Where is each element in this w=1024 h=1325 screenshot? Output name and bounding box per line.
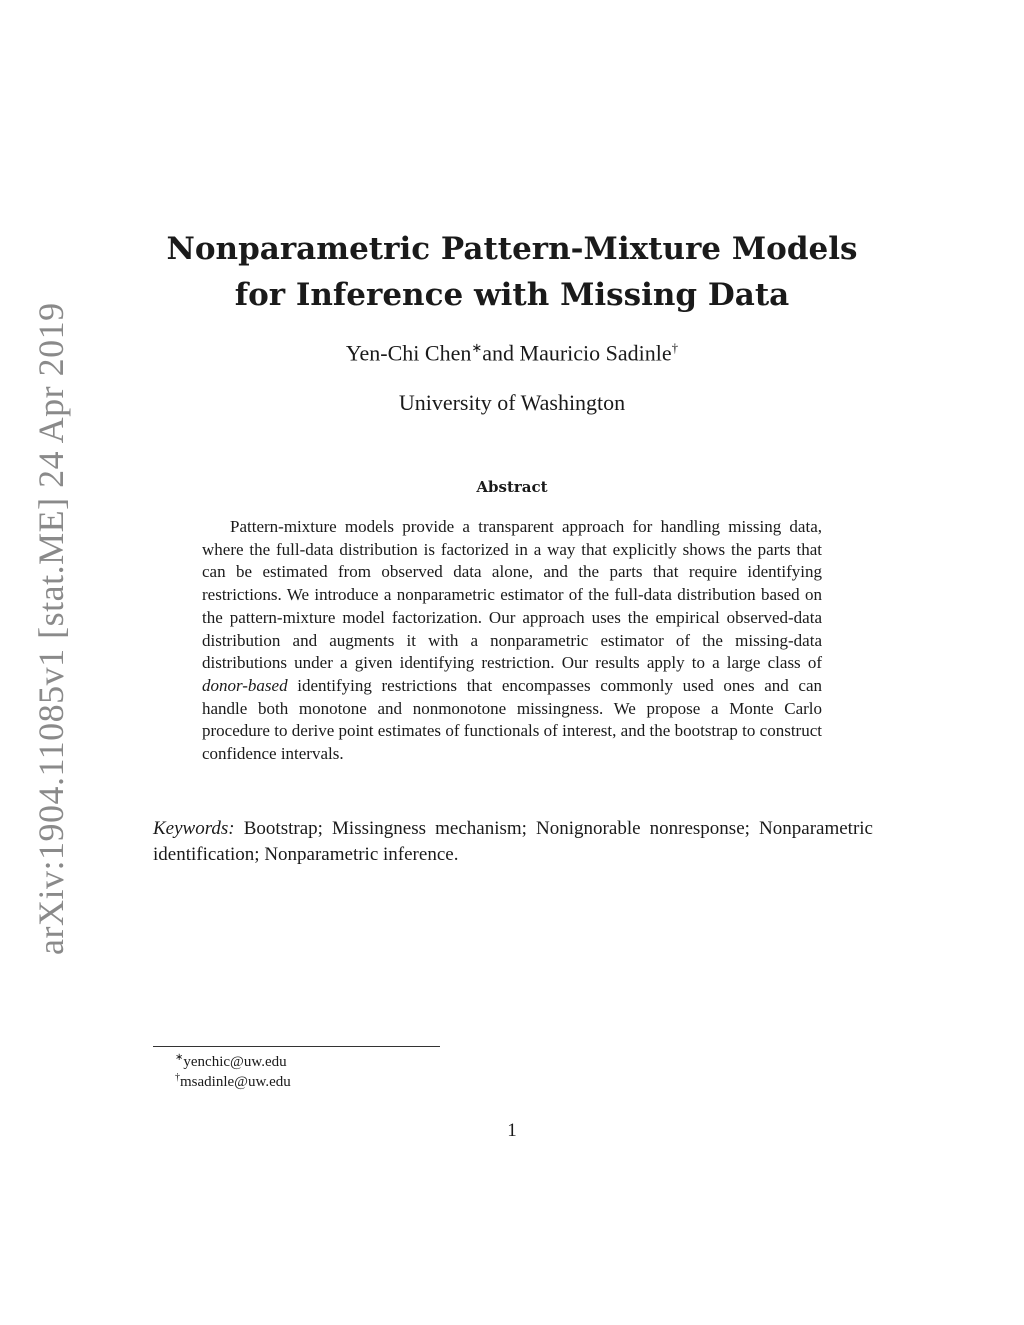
author-list (200, 340, 824, 366)
paper-title (120, 226, 904, 318)
footnote-2-email: msadinle@uw.edu (180, 1074, 291, 1090)
affiliation: University of Washington (398, 390, 626, 415)
footnote-divider (153, 1046, 440, 1047)
page-number: 1 (507, 1120, 517, 1141)
keywords-text: Bootstrap; Missingness mechanism; Nonignorable nonresponse; Nonparametric identification; Nonparametric inference. (153, 818, 873, 865)
author-name-1: Yen-Chi Chen (345, 340, 472, 366)
abstract-text-part-1: Pattern-mixture models provide a transparent approach for handling missing data, where the full-data distribution is factorized in a way that explicitly shows the parts that can be estimated from observed data alone, and the parts that require identifying restrictions. We introduce a nonparametric estimator of the full-data distribution based on the pattern-mixture model factorization. Our approach uses the empirical observed-data distribution and augments it with a nonparametric estimator of the missing-data distributions under a given identifying restriction. Our results apply to a large class of (202, 517, 822, 673)
abstract-italic-term: donor-based (202, 675, 288, 695)
abstract-body (202, 516, 822, 766)
abstract-text-part-2: identifying restrictions that encompasses commonly used ones and can handle both monotone and nonmonotone missingness. We propose a Monte Carlo procedure to derive point estimates of functionals of interest, and the bootstrap to construct confidence intervals. (202, 675, 822, 764)
title-line-1: Nonparametric Pattern-Mixture Models (166, 231, 858, 267)
footnote-2 (175, 1072, 291, 1091)
footnote-1-mark: ∗ (175, 1052, 184, 1063)
footnote-2-mark: † (175, 1072, 180, 1083)
author-name-2: and Mauricio Sadinle (482, 340, 672, 366)
arxiv-identifier-stamp: arXiv:1904.11085v1 [stat.ME] 24 Apr 2019 (31, 302, 71, 955)
footnote-1-email: yenchic@uw.edu (183, 1054, 287, 1070)
keywords-label: Keywords: (153, 818, 235, 839)
footnote-mark-1: ∗ (471, 340, 483, 355)
title-line-2: for Inference with Missing Data (234, 277, 790, 313)
footnote-mark-2: † (671, 340, 679, 355)
abstract-heading: Abstract (476, 478, 548, 496)
keywords (153, 816, 873, 868)
footnote-1 (175, 1052, 287, 1071)
